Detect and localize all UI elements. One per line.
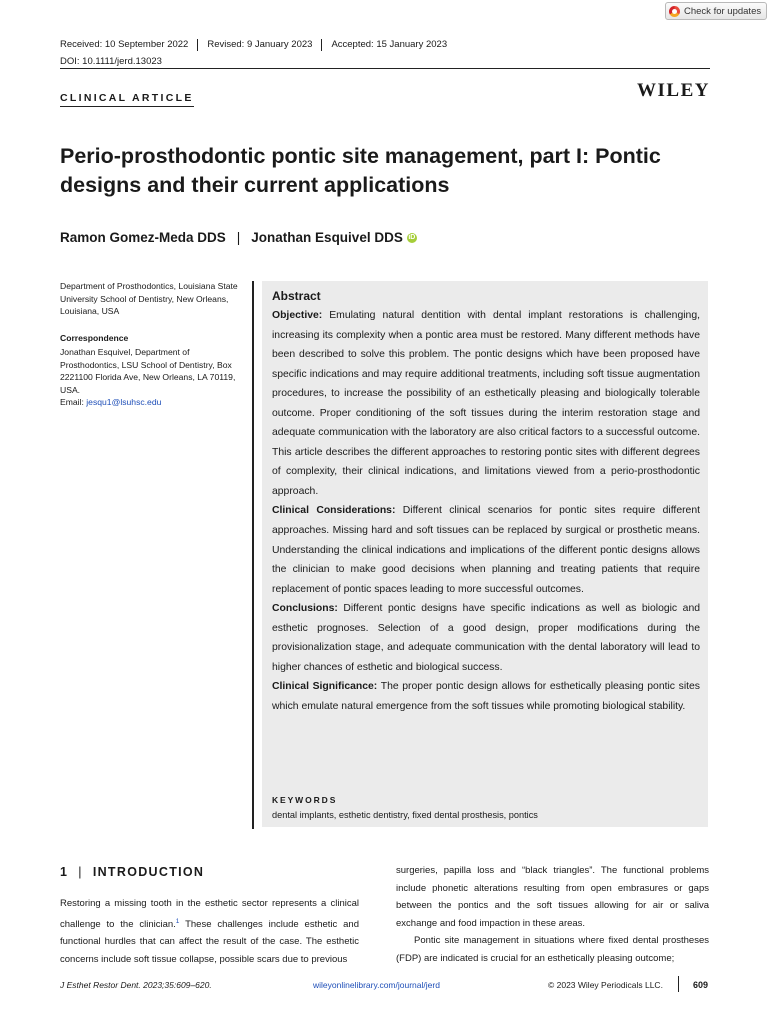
author-2[interactable]: Jonathan Esquivel DDS [251, 230, 403, 245]
intro-paragraph-2: Pontic site management in situations where fixed dental prostheses (FDP) are indicated is crucial for an esthetically pleasing outcome; [396, 935, 709, 964]
keywords-heading: KEYWORDS [272, 795, 338, 805]
doi: DOI: 10.1111/jerd.13023 [60, 56, 162, 67]
abstract-considerations: Clinical Considerations: Different clinical scenarios for pontic sites require different approaches. Missing hard and soft tissues can be replaced by surgical or prosthetic means. Understanding the clinical indications and implications of the different pontic designs allows the clinician to make good decisions when planning and treating patients that require replacement of pontic spaces leading to more successful outcomes. [272, 505, 701, 595]
abstract-side-rule [252, 281, 254, 829]
header-divider [60, 68, 710, 69]
correspondence-address: Jonathan Esquivel, Department of Prosthodontics, LSU School of Dentistry, Box 2221100 Florida Ave, New Orleans, LA 70119, USA. [60, 347, 236, 396]
section-bar: | [78, 865, 83, 879]
author-1[interactable]: Ramon Gomez-Meda DDS [60, 230, 226, 245]
author-list [60, 230, 417, 245]
footer-journal: J Esthet Restor Dent. 2023;35:609–620. [60, 980, 212, 990]
accepted-date: Accepted: 15 January 2023 [321, 39, 456, 51]
article-dates [60, 39, 456, 51]
reference-link[interactable]: 1 [175, 917, 180, 925]
email-label: Email: [60, 397, 87, 407]
intro-paragraph-1: Restoring a missing tooth in the esthetic sector represents a clinical challenge to the clinician.$^1$ These challenges include esthetic and functional hurdles that can affect the result of the case. The esthetic concerns include soft tissue collapse, possible scars due to previous [60, 898, 359, 965]
abstract-body [272, 306, 700, 716]
abstract-conclusions: Conclusions: Different pontic designs have specific indications as well as biologic and esthetic prognoses. Selection of a good design, proper modifications during the provisionalization stage, and adequate communication with the dental laboratory will lead to higher chances of esthetic and biological success. [272, 603, 700, 673]
author-separator: | [236, 230, 241, 245]
email-link[interactable]: jesqu1@lsuhsc.edu [86, 397, 162, 407]
check-for-updates-button[interactable] [665, 2, 767, 20]
abstract-significance: Clinical Significance: The proper pontic design allows for esthetically pleasing pontic sites which emulate natural emergence from the soft tissues while promoting biological stability. [272, 681, 701, 712]
correspondence-heading: Correspondence [60, 333, 129, 343]
article-title: Perio-prosthodontic pontic site management, part I: Pontic designs and their current applications [60, 144, 661, 197]
email-line [60, 397, 161, 407]
revised-date: Revised: 9 January 2023 [197, 39, 321, 51]
keywords-list: dental implants, esthetic dentistry, fixed dental prosthesis, pontics [272, 810, 538, 820]
footer-divider [678, 976, 679, 992]
publisher-logo: WILEY [637, 80, 710, 101]
page-number: 609 [693, 980, 709, 990]
orcid-icon[interactable]: iD [408, 233, 416, 241]
footer-copyright: © 2023 Wiley Periodicals LLC. [548, 980, 663, 990]
crossmark-icon [669, 6, 680, 17]
affiliation: Department of Prosthodontics, Louisiana State University School of Dentistry, New Orleans, Louisiana, USA [60, 281, 238, 317]
received-date: Received: 10 September 2022 [60, 39, 189, 50]
section-number: 1 [60, 865, 69, 879]
intro-paragraph-1-cont: surgeries, papilla loss and “black triangles”. The functional problems include phonetic alterations resulting from open embrasures or gaps between the pontics and the soft tissues allowing for air or saliva exchange and food impaction in these areas. [396, 865, 709, 929]
section-title: INTRODUCTION [92, 865, 205, 879]
abstract-objective: Objective: Emulating natural dentition with dental implant restorations is challenging, increasing its complexity when a pontic area must be restored. Many different methods have been described to solve this problem. The pontic designs which have been proposed have specific indications and may require additional treatments, including soft tissue augmentation procedures, to increase the possibility of an esthetically pleasing and biologically tolerable outcome. Proper conditioning of the soft tissues during the interim restoration stage and adequate communication with the laboratory are also critical factors to a successful outcome. This article describes the different approaches to restoring pontic sites with different degrees of complexity, their clinical indications, and limitations viewed from a perio-prosthodontic approach. [272, 310, 700, 497]
body-column-right [396, 862, 709, 967]
body-column-left [60, 872, 359, 968]
check-for-updates-label: Check for updates [684, 5, 762, 17]
footer-url[interactable]: wileyonlinelibrary.com/journal/jerd [313, 980, 440, 990]
abstract-heading: Abstract [272, 289, 321, 303]
article-type-label: CLINICAL ARTICLE [60, 92, 194, 107]
